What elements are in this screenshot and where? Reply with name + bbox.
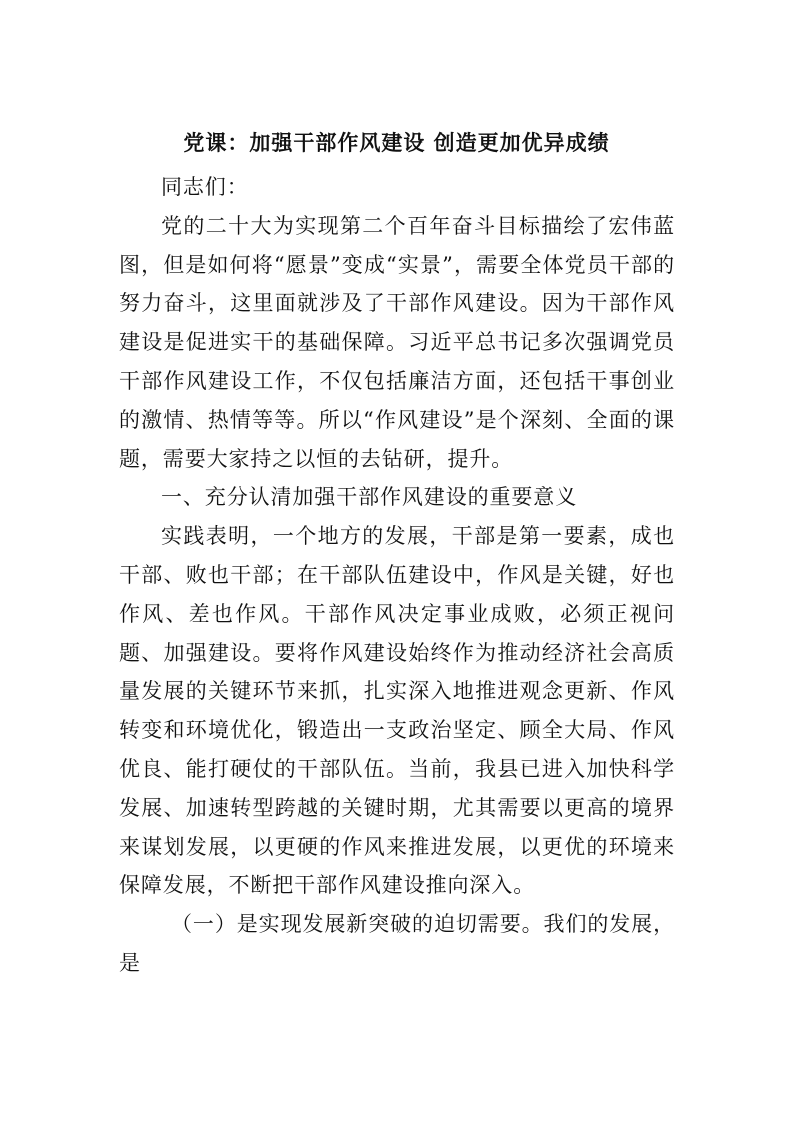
salutation: 同志们： <box>161 175 249 199</box>
document-title: 党课：加强干部作风建设 创造更加优异成绩 <box>183 131 610 155</box>
paragraph-section-1: 实践表明，一个地方的发展，干部是第一要素，成也干部、败也干部；在干部队伍建设中，作风是关键，好也作风、差也作风。干部作风决定事业成败，必须正视问题、加强建设。要将作风建设始终作为推动经济社会高质量发展的关键环节来抓，扎实深入地推进观念更新、作风转变和环境优化，锻造出一支政治坚定、顾全大局、作风优良、能打硬仗的干部队伍。当前，我县已进入加快科学发展、加速转型跨越的关键时期，尤其需要以更高的境界来谋划发展，以更硬的作风来推进发展，以更优的环境来保障发展，不断把干部作风建设推向深入。 <box>119 524 675 898</box>
subsection-1-1: （一）是实现发展新突破的迫切需要。我们的发展，是 <box>119 912 675 975</box>
section-heading-1: 一、充分认清加强干部作风建设的重要意义 <box>161 485 578 510</box>
paragraph-intro: 党的二十大为实现第二个百年奋斗目标描绘了宏伟蓝图，但是如何将“愿景”变成“实景”，需要全体党员干部的努力奋斗，这里面就涉及了干部作风建设。因为干部作风建设是促进实干的基础保障。习近平总书记多次强调党员干部作风建设工作，不仅包括廉洁方面，还包括干事创业的激情、热情等等。所以“作风建设”是个深刻、全面的课题，需要大家持之以恒的去钻研，提升。 <box>119 213 675 471</box>
document-body <box>119 168 675 983</box>
